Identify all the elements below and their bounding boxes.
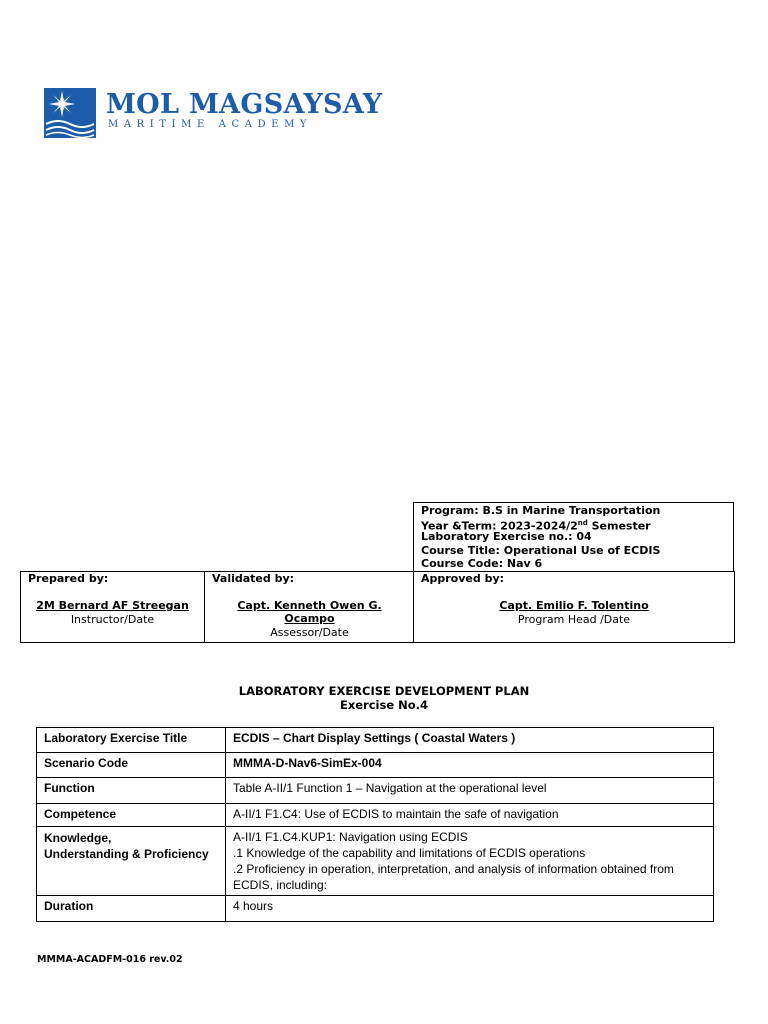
approved-by-cell <box>413 572 734 642</box>
row-value: A-II/1 F1.C4: Use of ECDIS to maintain the safe of navigation <box>226 804 714 827</box>
prepared-by-heading: Prepared by: <box>28 572 109 585</box>
approved-by-name: Capt. Emilio F. Tolentino <box>499 599 649 612</box>
row-value: ECDIS – Chart Display Settings ( Coastal Waters ) <box>226 728 714 753</box>
validated-by-name: Capt. Kenneth Owen G. Ocampo <box>237 599 382 625</box>
form-code-footer: MMMA-ACADFM-016 rev.02 <box>37 954 183 965</box>
validated-by-heading: Validated by: <box>212 572 295 585</box>
academy-logo <box>44 86 383 140</box>
prepared-by-role: Instructor/Date <box>70 613 155 626</box>
prepared-by-name: 2M Bernard AF Streegan <box>36 599 189 612</box>
row-label: Laboratory Exercise Title <box>37 728 226 753</box>
approved-by-role: Program Head /Date <box>517 613 631 626</box>
row-label: Scenario Code <box>37 753 226 778</box>
compass-star-icon <box>44 88 96 138</box>
course-code-line: Course Code: Nav 6 <box>421 557 543 570</box>
row-value: Table A-II/1 Function 1 – Navigation at the operational level <box>226 778 714 804</box>
prepared-by-cell <box>21 572 204 642</box>
row-label: Duration <box>37 896 226 922</box>
row-value: 4 hours <box>226 896 714 922</box>
course-title-line: Course Title: Operational Use of ECDIS <box>421 544 661 557</box>
logo-name: MOL MAGSAYSAY <box>106 89 383 120</box>
table-row <box>37 896 714 922</box>
lab-exercise-table <box>36 727 714 922</box>
approved-by-heading: Approved by: <box>421 572 505 585</box>
logo-subtitle: MARITIME ACADEMY <box>108 119 313 130</box>
table-row <box>37 827 714 896</box>
row-label: Knowledge, Understanding & Proficiency <box>37 827 226 896</box>
row-label: Function <box>37 778 226 804</box>
program-line: Program: B.S in Marine Transportation <box>421 504 661 517</box>
year-term-line: Year &Term: 2023-2024/2nd Semester <box>421 519 651 533</box>
row-value: A-II/1 F1.C4.KUP1: Navigation using ECDIS .1 Knowledge of the capability and limitations of ECDIS operations .2 Proficiency in operation, interpretation, and analysis of information obtained from ECDIS, including: <box>226 827 714 896</box>
plan-title: LABORATORY EXERCISE DEVELOPMENT PLAN <box>238 684 530 698</box>
row-label: Competence <box>37 804 226 827</box>
validated-by-role: Assessor/Date <box>270 626 349 639</box>
table-row <box>37 728 714 753</box>
program-info-box <box>413 502 734 572</box>
exercise-number: Exercise No.4 <box>339 698 429 712</box>
table-row <box>37 753 714 778</box>
signature-table <box>20 571 735 643</box>
row-value: MMMA-D-Nav6-SimEx-004 <box>226 753 714 778</box>
validated-by-cell <box>204 572 414 642</box>
lab-exercise-no-line: Laboratory Exercise no.: 04 <box>421 530 592 543</box>
table-row <box>37 804 714 827</box>
table-row <box>37 778 714 804</box>
